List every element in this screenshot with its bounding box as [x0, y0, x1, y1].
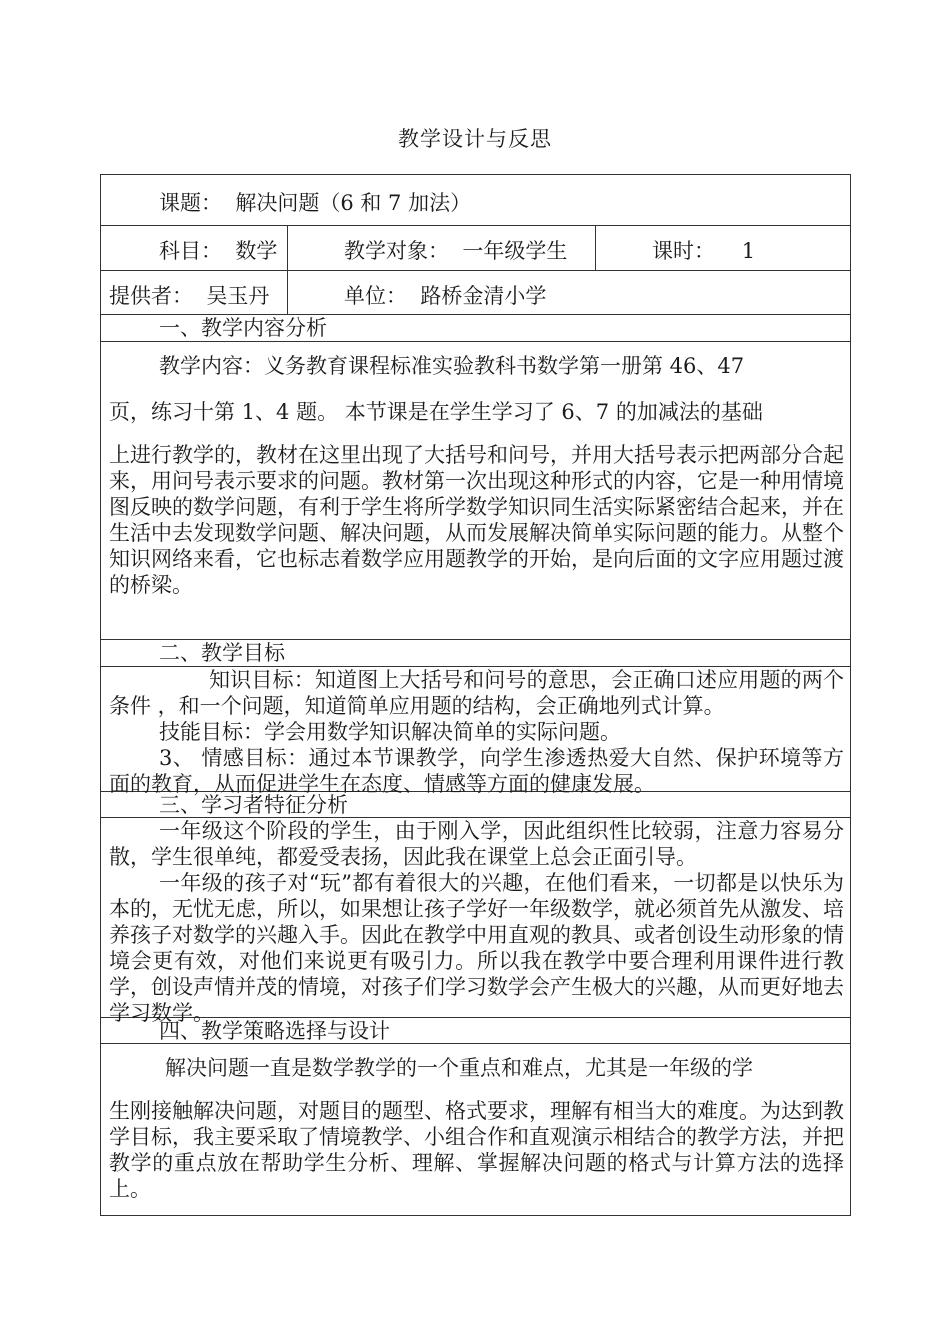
topic-row: [101, 175, 850, 226]
learner-heading: 三、学习者特征分析: [159, 793, 348, 817]
meta-row: [101, 226, 850, 271]
strategy-heading-row: [101, 1018, 850, 1044]
goals-skill: 技能目标：学会用数学知识解决简单的实际问题。: [159, 720, 621, 744]
provider-text: 提供者： 吴玉丹: [109, 284, 270, 308]
goals-text: [109, 667, 844, 797]
subject-text: 科目： 数学: [159, 239, 278, 263]
goals-emotion: 3、 情感目标：通过本节课教学，向学生渗透热爱大自然、保护环境等方面的教育，从而促进学生在态度、情感等方面的健康发展。: [109, 746, 844, 796]
topic-text: 课题： 解决问题（6 和 7 加法）: [159, 191, 472, 215]
goals-knowledge: 知识目标：知道图上大括号和问号的意思，会正确口述应用题的两个条件 ，和一个问题，知道简单应用题的结构，会正确地列式计算。: [109, 668, 844, 718]
period-text: 课时： 1: [652, 239, 756, 263]
learner-text: [109, 818, 844, 1026]
learner-paragraph-2: 一年级的孩子对“玩”都有着很大的兴趣，在他们看来，一切都是以快乐为本的，无忧无虑，所以，如果想让孩子学好一年级数学，就必须首先从激发、培养孩子对数学的兴趣入手。因此在教学中用直观的教具、或者创设生动形象的情境会更有效，对他们来说更有吸引力。所以我在教学中要合理利用课件进行教学，创设声情并茂的情境，对孩子们学习数学会产生极大的兴趣，从而更好地去学习数学。: [109, 871, 844, 1025]
goals-heading-row: [101, 640, 850, 667]
content-heading: 一、教学内容分析: [159, 316, 327, 340]
content-paragraph-2: 页，练习十第 1、4 题。 本节课是在学生学习了 6、7 的加减法的基础: [109, 400, 763, 424]
period-cell: [595, 226, 850, 270]
strategy-text: [109, 1052, 844, 1202]
audience-text: 教学对象： 一年级学生: [344, 239, 568, 263]
subject-cell: [101, 226, 287, 270]
content-body-row: [101, 342, 850, 640]
strategy-paragraph-1: 解决问题一直是数学教学的一个重点和难点，尤其是一年级的学: [165, 1056, 753, 1080]
strategy-paragraph-2: 生刚接触解决问题，对题目的题型、格式要求，理解有相当大的难度。为达到教学目标，我主要采取了情境教学、小组合作和直观演示相结合的教学方法，并把教学的重点放在帮助学生分析、理解、掌握解决问题的格式与计算方法的选择上。: [109, 1099, 844, 1201]
unit-text: 单位： 路桥金清小学: [344, 284, 547, 308]
learner-heading-row: [101, 792, 850, 818]
goals-heading: 二、教学目标: [159, 641, 285, 665]
content-paragraph-3: 上进行教学的，教材在这里出现了大括号和问号，并用大括号表示把两部分合起来，用问号表示要求的问题。教材第一次出现这种形式的内容，它是一种用情境图反映的数学问题，有利于学生将所学数学知识同生活实际紧密结合起来，并在生活中去发现数学问题、解决问题，从而发展解决简单实际问题的能力。从整个知识网络来看，它也标志着数学应用题教学的开始，是向后面的文字应用题过渡的桥梁。: [109, 443, 844, 597]
unit-cell: [287, 271, 850, 314]
document-title: 教学设计与反思: [398, 127, 552, 151]
content-analysis-text: [109, 350, 844, 598]
strategy-body-row: [101, 1044, 850, 1215]
learner-paragraph-1: 一年级这个阶段的学生，由于刚入学，因此组织性比较弱，注意力容易分散，学生很单纯，都爱受表扬，因此我在课堂上总会正面引导。: [109, 819, 844, 869]
content-paragraph-1: 教学内容：义务教育课程标准实验教科书数学第一册第 46、47: [159, 354, 745, 378]
audience-cell: [287, 226, 595, 270]
strategy-heading: 四、教学策略选择与设计: [159, 1019, 390, 1043]
provider-cell: [101, 271, 287, 314]
content-heading-row: [101, 315, 850, 342]
goals-body-row: [101, 667, 850, 796]
lesson-plan-table: [100, 174, 851, 1216]
provider-row: [101, 271, 850, 315]
learner-body-row: [101, 818, 850, 1025]
